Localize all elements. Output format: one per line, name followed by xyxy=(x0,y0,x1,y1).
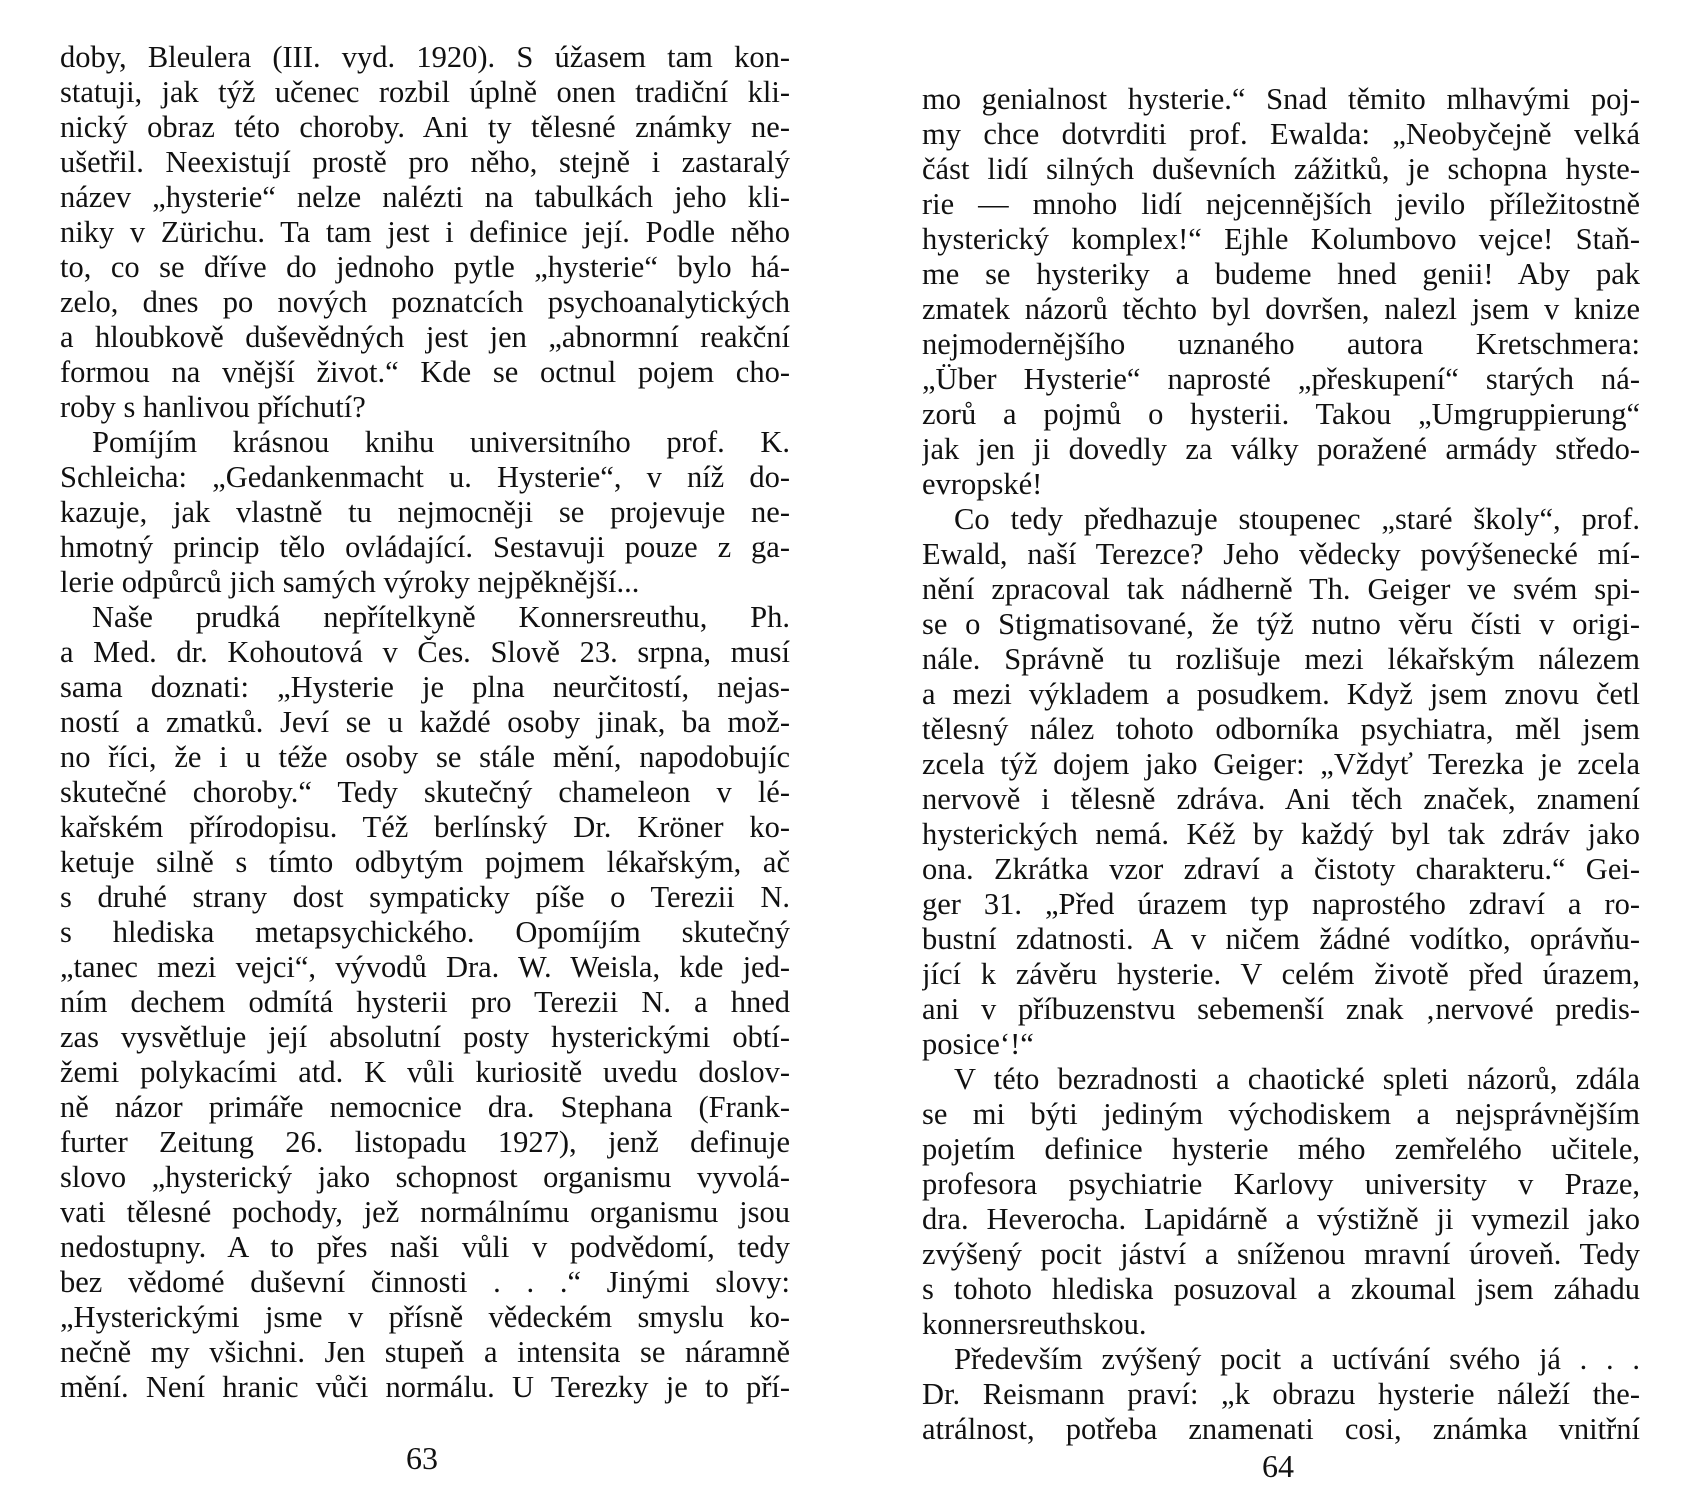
text-line: „Über Hysterie“ naprosté „přeskupení“ starých ná- xyxy=(922,362,1640,396)
text-line: slovo „hysterický jako schopnost organismu vyvolá- xyxy=(60,1160,790,1194)
text-line: doby, Bleulera (III. vyd. 1920). S úžasem tam kon- xyxy=(60,40,790,74)
text-line: formou na vnější život.“ Kde se octnul pojem cho- xyxy=(60,355,790,389)
text-line: hysterický komplex!“ Ejhle Kolumbovo vejce! Staň- xyxy=(922,222,1640,256)
text-line: nále. Správně tu rozlišuje mezi lékařským nálezem xyxy=(922,642,1640,676)
left-page xyxy=(60,0,790,1500)
text-line: nejmodernějšího uznaného autora Kretschmera: xyxy=(922,327,1640,361)
text-line: Ewald, naší Terezce? Jeho vědecky povýšenecké mí- xyxy=(922,537,1640,571)
text-line: lerie odpůrců jich samých výroky nejpěknější... xyxy=(60,565,640,599)
text-line: název „hysterie“ nelze nalézti na tabulkách jeho kli- xyxy=(60,180,790,214)
left-page-text xyxy=(60,40,790,1405)
text-line: statuji, jak týž učenec rozbil úplně onen tradiční kli- xyxy=(60,75,790,109)
text-line: a Med. dr. Kohoutová v Čes. Slově 23. srpna, musí xyxy=(60,635,790,669)
page-number: 64 xyxy=(1262,1448,1294,1484)
text-line: posice‘!“ xyxy=(922,1027,1034,1061)
text-line: pojetím definice hysterie mého zemřelého učitele, xyxy=(922,1132,1640,1166)
text-line: zmatek názorů těchto byl dovršen, nalezl jsem v knize xyxy=(922,292,1640,326)
text-line: dra. Heverocha. Lapidárně a výstižně ji vymezil jako xyxy=(922,1202,1640,1236)
text-line: žemi polykacími atd. K vůli kuriositě uvedu doslov- xyxy=(60,1055,790,1089)
text-line: zvýšený pocit jáství a sníženou mravní úroveň. Tedy xyxy=(922,1237,1640,1271)
text-line: jící k závěru hysterie. V celém životě před úrazem, xyxy=(922,957,1640,991)
text-line: Co tedy předhazuje stoupenec „staré školy“, prof. xyxy=(954,502,1640,536)
text-line: se o Stigmatisované, že týž nutno věru čísti v origi- xyxy=(922,607,1640,641)
text-line: ušetřil. Neexistují prostě pro něho, stejně i zastaralý xyxy=(60,145,790,179)
text-line: ger 31. „Před úrazem typ naprostého zdraví a ro- xyxy=(922,887,1640,921)
text-line: mo genialnost hysterie.“ Snad těmito mlhavými poj- xyxy=(922,82,1640,116)
text-line: Schleicha: „Gedankenmacht u. Hysterie“, v níž do- xyxy=(60,460,790,494)
text-line: nění zpracoval tak nádherně Th. Geiger ve svém spi- xyxy=(922,572,1640,606)
right-page-text xyxy=(922,82,1640,1447)
text-line: nedostupny. A to přes naši vůli v podvědomí, tedy xyxy=(60,1230,790,1264)
text-line: hmotný princip tělo ovládající. Sestavuji pouze z ga- xyxy=(60,530,790,564)
text-line: jak jen ji dovedly za války poražené armády středo- xyxy=(922,432,1640,466)
text-line: bez vědomé duševní činnosti . . .“ Jinými slovy: xyxy=(60,1265,790,1299)
text-line: ani v příbuzenstvu sebemenší znak ‚nervové predis- xyxy=(922,992,1640,1026)
text-line: Dr. Reismann praví: „k obrazu hysterie náleží the- xyxy=(922,1377,1640,1411)
text-line: a hloubkově duševědných jest jen „abnormní reakční xyxy=(60,320,790,354)
text-line: „Hysterickými jsme v přísně vědeckém smyslu ko- xyxy=(60,1300,790,1334)
text-line: zas vysvětluje její absolutní posty hysterickými obtí- xyxy=(60,1020,790,1054)
text-line: s tohoto hlediska posuzoval a zkoumal jsem záhadu xyxy=(922,1272,1640,1306)
text-line: část lidí silných duševních zážitků, je schopna hyste- xyxy=(922,152,1640,186)
text-line: profesora psychiatrie Karlovy university v Praze, xyxy=(922,1167,1640,1201)
text-line: V této bezradnosti a chaotické spleti názorů, zdála xyxy=(954,1062,1640,1096)
right-page xyxy=(922,0,1640,1500)
page-number: 63 xyxy=(406,1440,438,1476)
text-line: konnersreuthskou. xyxy=(922,1307,1147,1341)
text-line: evropské! xyxy=(922,467,1043,501)
text-line: kařském přírodopisu. Též berlínský Dr. Kröner ko- xyxy=(60,810,790,844)
text-line: hysterických nemá. Kéž by každý byl tak zdráv jako xyxy=(922,817,1640,851)
text-line: ketuje silně s tímto odbytým pojmem lékařským, ač xyxy=(60,845,790,879)
text-line: tělesný nález tohoto odborníka psychiatra, měl jsem xyxy=(922,712,1640,746)
text-line: a mezi výkladem a posudkem. Když jsem znovu četl xyxy=(922,677,1640,711)
text-line: ně názor primáře nemocnice dra. Stephana (Frank- xyxy=(60,1090,790,1124)
text-line: kazuje, jak vlastně tu nejmocněji se projevuje ne- xyxy=(60,495,790,529)
text-line: furter Zeitung 26. listopadu 1927), jenž definuje xyxy=(60,1125,790,1159)
text-line: bustní zdatnosti. A v ničem žádné vodítko, oprávňu- xyxy=(922,922,1640,956)
text-line: vati tělesné pochody, jež normálnímu organismu jsou xyxy=(60,1195,790,1229)
text-line: niky v Zürichu. Ta tam jest i definice její. Podle něho xyxy=(60,215,790,249)
text-line: zorů a pojmů o hysterii. Takou „Umgruppierung“ xyxy=(922,397,1640,431)
text-line: nervově i tělesně zdráva. Ani těch značek, znamení xyxy=(922,782,1640,816)
text-line: rie — mnoho lidí nejcennějších jevilo příležitostně xyxy=(922,187,1640,221)
text-line: atrálnost, potřeba znamenati cosi, známka vnitřní xyxy=(922,1412,1640,1446)
text-line: mění. Není hranic vůči normálu. U Terezky je to pří- xyxy=(60,1370,790,1404)
text-line: s hlediska metapsychického. Opomíjím skutečný xyxy=(60,915,790,949)
text-line: se mi býti jediným východiskem a nejsprávnějším xyxy=(922,1097,1640,1131)
text-line: „tanec mezi vejci“, vývodů Dra. W. Weisla, kde jed- xyxy=(60,950,790,984)
text-line: roby s hanlivou příchutí? xyxy=(60,390,366,424)
text-line: zelo, dnes po nových poznatcích psychoanalytických xyxy=(60,285,790,319)
text-line: Naše prudká nepřítelkyně Konnersreuthu, Ph. xyxy=(92,600,790,634)
text-line: ona. Zkrátka vzor zdraví a čistoty charakteru.“ Gei- xyxy=(922,852,1640,886)
text-line: zcela týž dojem jako Geiger: „Vždyť Terezka je zcela xyxy=(922,747,1640,781)
text-line: s druhé strany dost sympaticky píše o Terezii N. xyxy=(60,880,790,914)
text-line: skutečné choroby.“ Tedy skutečný chameleon v lé- xyxy=(60,775,790,809)
text-line: to, co se dříve do jednoho pytle „hysterie“ bylo há- xyxy=(60,250,790,284)
text-line: Pomíjím krásnou knihu universitního prof. K. xyxy=(92,425,790,459)
text-line: nečně my všichni. Jen stupeň a intensita se náramně xyxy=(60,1335,790,1369)
text-line: ností a zmatků. Jeví se u každé osoby jinak, ba mož- xyxy=(60,705,790,739)
text-line: sama doznati: „Hysterie je plna neurčitostí, nejas- xyxy=(60,670,790,704)
text-line: no říci, že i u téže osoby se stále mění, napodobujíc xyxy=(60,740,790,774)
text-line: nický obraz této choroby. Ani ty tělesné známky ne- xyxy=(60,110,790,144)
text-line: ním dechem odmítá hysterii pro Terezii N. a hned xyxy=(60,985,790,1019)
text-line: me se hysteriky a budeme hned genii! Aby pak xyxy=(922,257,1640,291)
text-line: my chce dotvrditi prof. Ewalda: „Neobyčejně velká xyxy=(922,117,1640,151)
text-line: Především zvýšený pocit a uctívání svého já . . . xyxy=(954,1342,1640,1376)
